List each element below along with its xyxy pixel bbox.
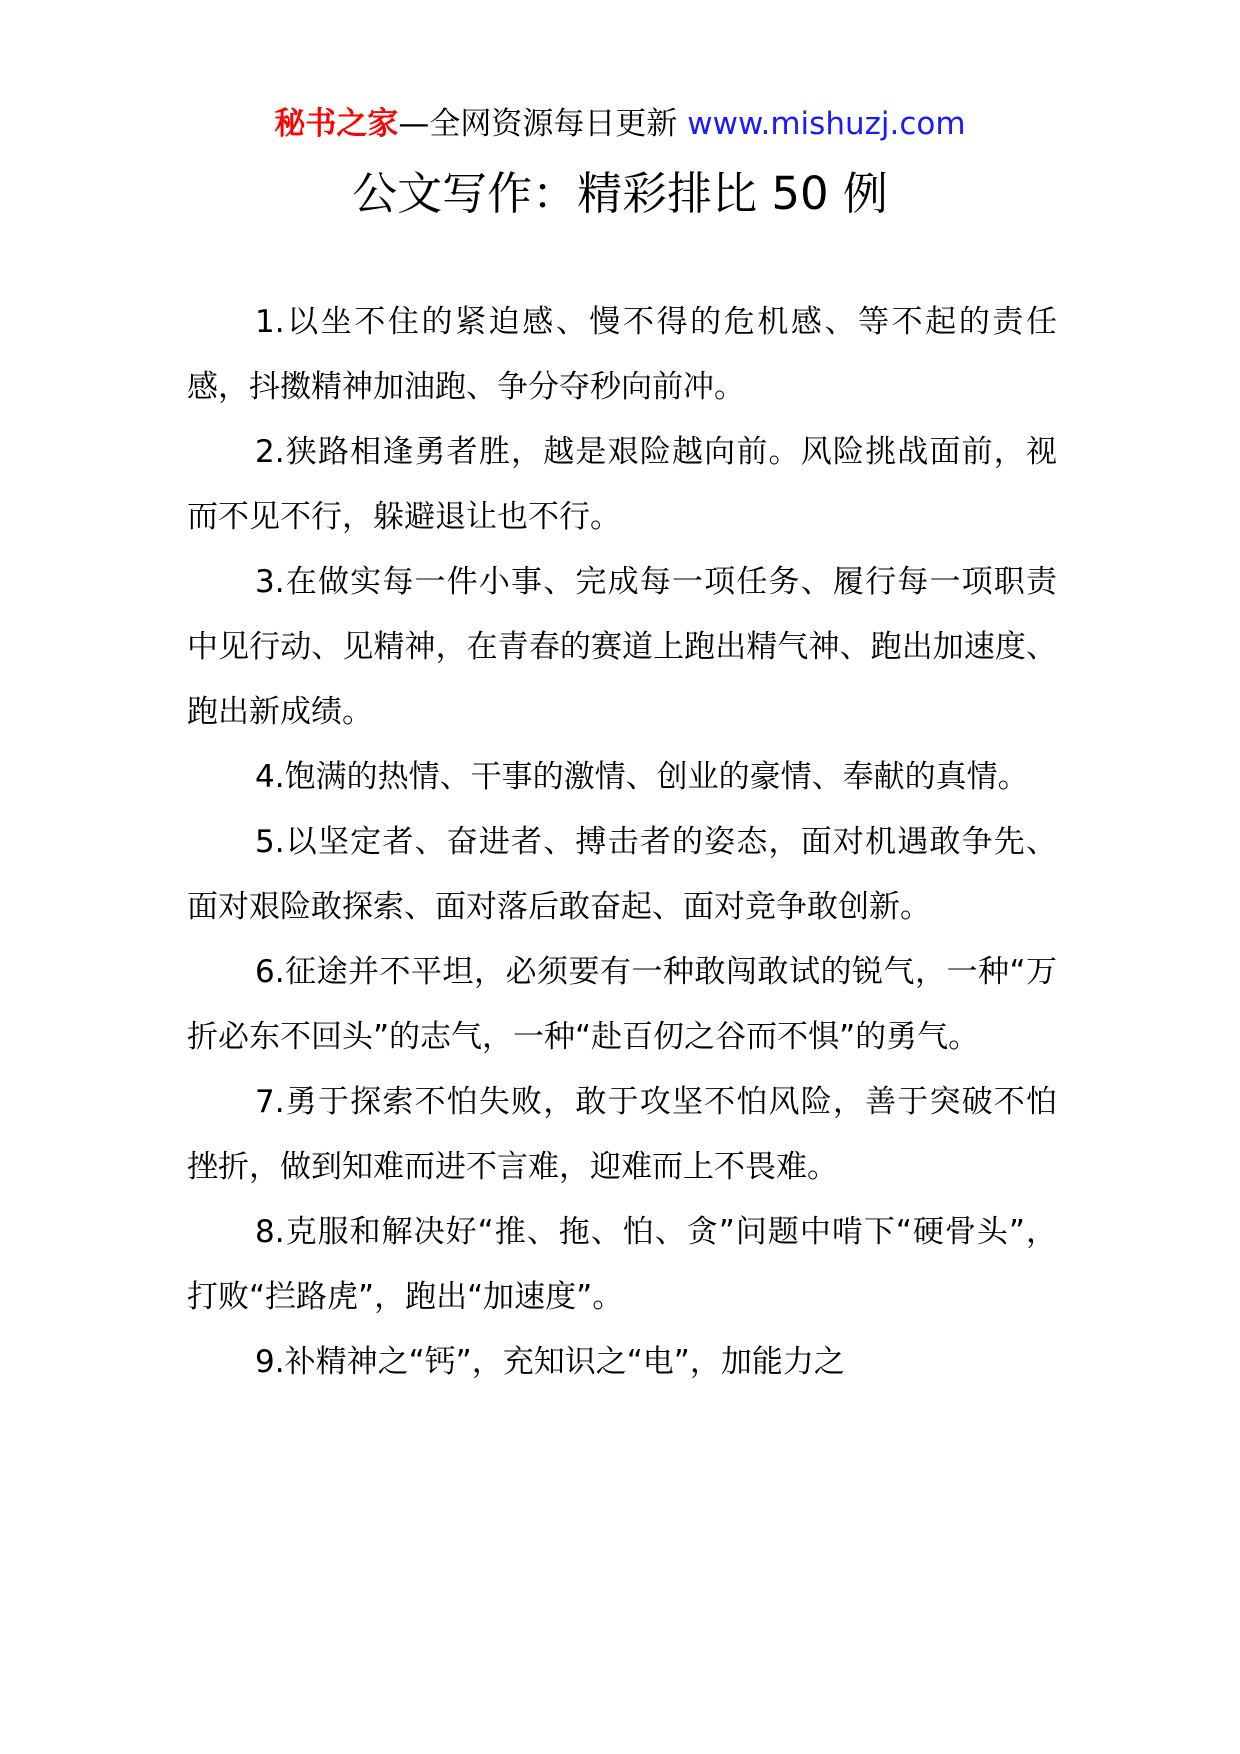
header-tagline: —全网资源每日更新 <box>398 106 688 142</box>
paragraph: 7.勇于探索不怕失败，敢于攻坚不怕风险，善于突破不怕挫折，做到知难而进不言难，迎难而上不畏难。 <box>187 1084 1057 1185</box>
paragraph: 6.征途并不平坦，必须要有一种敢闯敢试的锐气，一种“万折必东不回头”的志气，一种“赴百仞之谷而不惧”的勇气。 <box>187 954 1057 1055</box>
paragraph: 5.以坚定者、奋进者、搏击者的姿态，面对机遇敢争先、面对艰险敢探索、面对落后敢奋起、面对竞争敢创新。 <box>187 824 1057 925</box>
document-body <box>187 290 1057 1395</box>
paragraph: 9.补精神之“钙”，充知识之“电”，加能力之 <box>255 1344 845 1380</box>
paragraph: 2.狭路相逢勇者胜，越是艰险越向前。风险挑战面前，视而不见不行，躲避退让也不行。 <box>187 434 1057 535</box>
site-header <box>0 100 1240 148</box>
site-url-link[interactable]: www.mishuzj.com <box>687 106 966 142</box>
paragraph: 4.饱满的热情、干事的激情、创业的豪情、奉献的真情。 <box>255 759 1029 795</box>
paragraph: 3.在做实每一件小事、完成每一项任务、履行每一项职责中见行动、见精神，在青春的赛道上跑出精气神、跑出加速度、跑出新成绩。 <box>187 564 1057 730</box>
paragraph: 8.克服和解决好“推、拖、怕、贪”问题中啃下“硬骨头”，打败“拦路虎”，跑出“加速度”。 <box>187 1214 1057 1315</box>
document-title: 公文写作：精彩排比 50 例 <box>352 167 888 220</box>
brand-name: 秘书之家 <box>274 106 399 142</box>
paragraph: 1.以坐不住的紧迫感、慢不得的危机感、等不起的责任感，抖擞精神加油跑、争分夺秒向前冲。 <box>187 304 1057 405</box>
